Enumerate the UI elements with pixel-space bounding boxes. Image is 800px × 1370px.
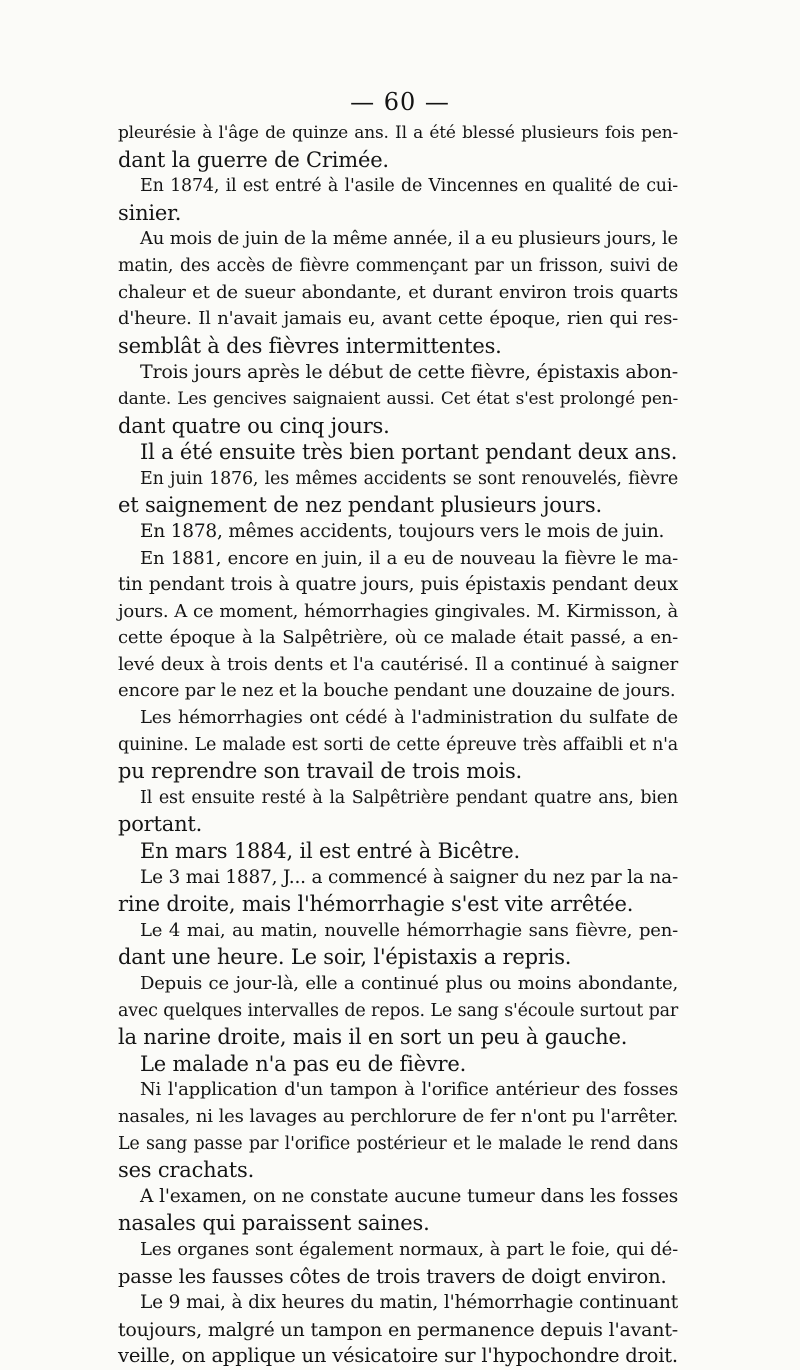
text-line: pleurésie à l'âge de quinze ans. Il a été blessé plusieurs fois pen- [118,123,678,143]
text-line: encore par le nez et la bouche pendant une douzaine de jours. [118,680,676,702]
text-line: dant une heure. Le soir, l'épistaxis a repris. [118,945,572,970]
text-line: Le 3 mai 1887, J... a commencé à saigner du nez par la na- [140,866,678,888]
text-line: veille, on applique un vésicatoire sur l'hypochondre droit. [118,1344,678,1368]
text-line: Depuis ce jour-là, elle a continué plus ou moins abondante, [140,973,678,994]
text-line: quinine. Le malade est sorti de cette épreuve très affaibli et n'a [118,734,678,755]
body-text [118,120,678,1370]
text-line: sinier. [118,200,182,225]
text-line: levé deux à trois dents et l'a cautérisé. Il a continué à saigner [118,653,678,675]
text-line: portant. [118,812,203,837]
text-line: En 1874, il est entré à l'asile de Vincennes en qualité de cui- [140,176,678,197]
text-line: nasales qui paraissent saines. [118,1211,430,1236]
text-line: Les organes sont également normaux, à part le foie, qui dé- [140,1238,678,1260]
text-line: nasales, ni les lavages au perchlorure de fer n'ont pu l'arrêter. [118,1105,678,1127]
text-line: cette époque à la Salpêtrière, où ce malade était passé, a en- [118,627,678,649]
text-line: semblât à des fièvres intermittentes. [118,333,502,358]
text-line: dante. Les gencives saignaient aussi. Cet état s'est prolongé pen- [118,388,678,409]
text-line: Il est ensuite resté à la Salpêtrière pendant quatre ans, bien [140,787,678,808]
text-line: avec quelques intervalles de repos. Le sang s'écoule surtout par [118,1000,678,1021]
text-line: rine droite, mais l'hémorrhagie s'est vite arrêtée. [118,892,634,917]
text-line: ses crachats. [118,1158,255,1183]
text-line: Le sang passe par l'orifice postérieur et le malade le rend dans [118,1133,678,1154]
text-line: Le 4 mai, au matin, nouvelle hémorrhagie sans fièvre, pen- [140,919,678,941]
text-line: Les hémorrhagies ont cédé à l'administration du sulfate de [140,707,678,729]
text-line: chaleur et de sueur abondante, et durant environ trois quarts [118,281,678,303]
text-line: dant la guerre de Crimée. [118,147,389,172]
text-line: Le 9 mai, à dix heures du matin, l'hémorrhagie continuant [140,1292,678,1314]
page-number: — 60 — [350,88,450,116]
text-line: En mars 1884, il est entré à Bicêtre. [140,839,520,864]
text-line: d'heure. Il n'avait jamais eu, avant cette époque, rien qui res- [118,308,678,330]
text-line: Il a été ensuite très bien portant pendant deux ans. [140,440,678,465]
text-line: passe les fausses côtes de trois travers de doigt environ. [118,1264,667,1288]
text-line: la narine droite, mais il en sort un peu à gauche. [118,1025,628,1050]
text-line: toujours, malgré un tampon en permanence depuis l'avant- [118,1318,678,1341]
text-line: En 1881, encore en juin, il a eu de nouveau la fièvre le ma- [140,547,678,569]
text-line: A l'examen, on ne constate aucune tumeur dans les fosses [140,1185,678,1207]
text-line: pu reprendre son travail de trois mois. [118,759,522,784]
text-line: Trois jours après le début de cette fièvre, épistaxis abon- [140,361,678,384]
text-line: En juin 1876, les mêmes accidents se sont renouvelés, fièvre [140,468,678,489]
text-line: tin pendant trois à quatre jours, puis épistaxis pendant deux [118,574,678,596]
text-line: et saignement de nez pendant plusieurs jours. [118,493,602,518]
text-line: Au mois de juin de la même année, il a eu plusieurs jours, le [140,228,678,250]
text-line: dant quatre ou cinq jours. [118,413,390,438]
text-line: En 1878, mêmes accidents, toujours vers le mois de juin. [140,520,665,542]
text-line: matin, des accès de fièvre commençant par un frisson, suivi de [118,255,678,276]
text-line: Le malade n'a pas eu de fièvre. [140,1051,467,1076]
text-line: jours. A ce moment, hémorrhagies gingivales. M. Kirmisson, à [118,600,678,622]
text-line: Ni l'application d'un tampon à l'orifice antérieur des fosses [140,1079,678,1101]
